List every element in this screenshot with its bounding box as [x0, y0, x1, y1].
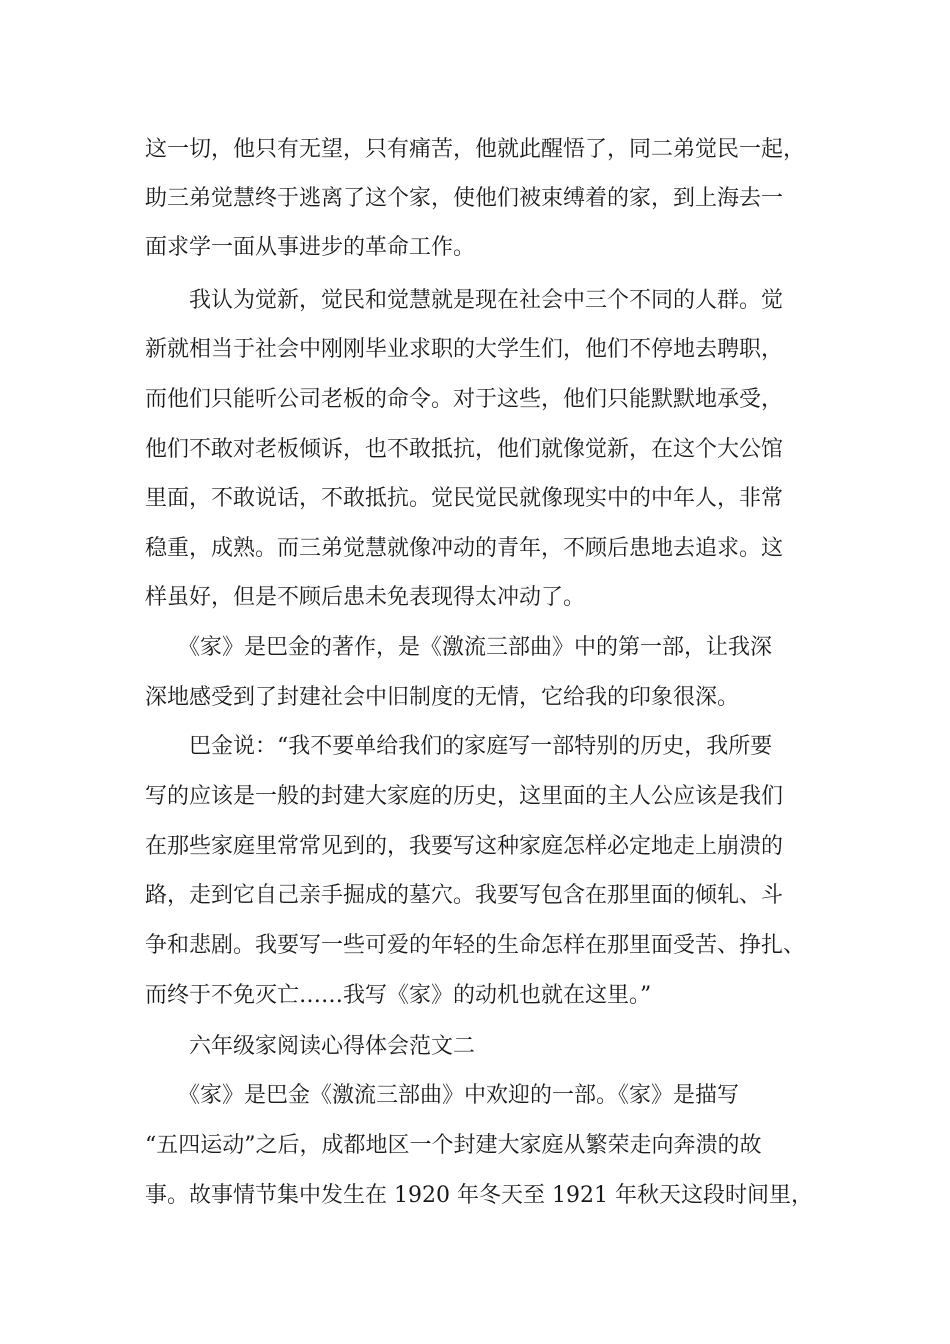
text-line: 深地感受到了封建社会中旧制度的无情，它给我的印象很深。	[145, 685, 740, 710]
text-line: 里面，不敢说话，不敢抵抗。觉民觉民就像现实中的中年人，非常	[145, 486, 784, 511]
text-line: “五四运动”之后，成都地区一个封建大家庭从繁荣走向奔溃的故	[145, 1133, 762, 1158]
text-line: 路，走到它自己亲手掘成的墓穴。我要写包含在那里面的倾轧、斗	[145, 883, 784, 908]
text-line: 争和悲剧。我要写一些可爱的年轻的生命怎样在那里面受苦、挣扎、	[145, 933, 806, 958]
text-line: 这一切，他只有无望，只有痛苦，他就此醒悟了，同二弟觉民一起，	[145, 137, 806, 162]
text-line: 新就相当于社会中刚刚毕业求职的大学生们，他们不停地去聘职，	[145, 337, 784, 362]
text-line: 事。故事情节集中发生在 1920 年冬天至 1921 年秋天这段时间里，	[145, 1183, 813, 1208]
text-line: 样虽好，但是不顾后患未免表现得太冲动了。	[145, 585, 586, 610]
text-line: 稳重，成熟。而三弟觉慧就像冲动的青年，不顾后患地去追求。这	[145, 536, 784, 561]
text-line: 写的应该是一般的封建大家庭的历史，这里面的主人公应该是我们	[145, 784, 784, 809]
text-line: 而终于不免灭亡……我写《家》的动机也就在这里。”	[145, 983, 652, 1008]
text-line: 巴金说：“我不要单给我们的家庭写一部特别的历史，我所要	[145, 734, 773, 759]
text-line: 面求学一面从事进步的革命工作。	[145, 235, 476, 260]
section-heading: 六年级家阅读心得体会范文二	[145, 1034, 476, 1059]
text-line: 而他们只能听公司老板的命令。对于这些，他们只能默默地承受，	[145, 387, 784, 412]
text-line: 我认为觉新，觉民和觉慧就是现在社会中三个不同的人群。觉	[145, 288, 784, 313]
text-line: 在那些家庭里常常见到的，我要写这种家庭怎样必定地走上崩溃的	[145, 834, 784, 859]
text-line: 他们不敢对老板倾诉，也不敢抵抗，他们就像觉新，在这个大公馆	[145, 437, 784, 462]
text-line: 《家》是巴金的著作，是《激流三部曲》中的第一部，让我深	[145, 635, 773, 660]
text-line: 《家》是巴金《激流三部曲》中欢迎的一部。《家》是描写	[145, 1083, 740, 1108]
text-line: 助三弟觉慧终于逃离了这个家，使他们被束缚着的家，到上海去一	[145, 186, 784, 211]
